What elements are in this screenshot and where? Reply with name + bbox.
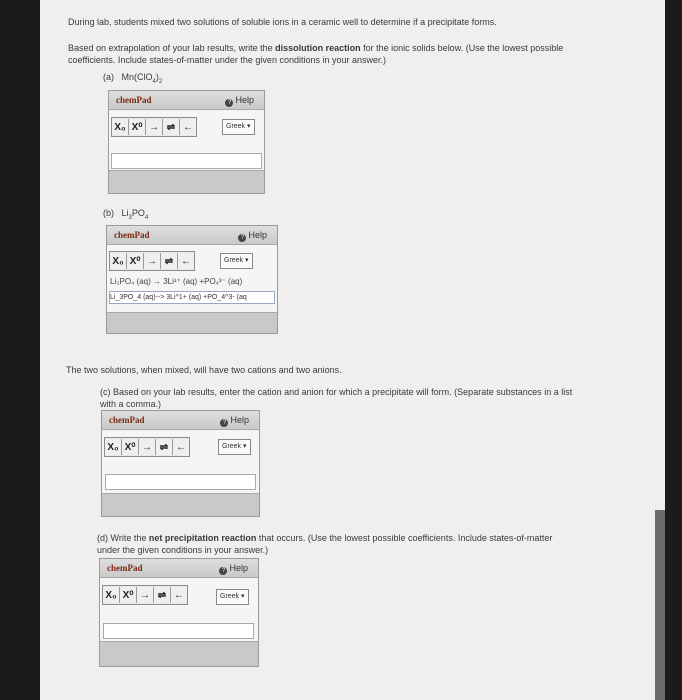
equilibrium-button[interactable]: ⇌	[163, 119, 180, 135]
instructions-line2: coefficients. Include states-of-matter under the given conditions in your answer.)	[68, 55, 387, 65]
intro-text: During lab, students mixed two solutions of soluble ions in a ceramic well to determine if a precipitate forms.	[68, 17, 497, 27]
arrow-button[interactable]: →	[146, 119, 163, 135]
instructions: Based on extrapolation of your lab results, write the dissolution reaction for the ionic solids below. (Use the lowest possible	[68, 43, 564, 53]
help-icon: ?	[225, 99, 233, 107]
chempad-tray	[109, 170, 264, 193]
chempad-toolbar	[104, 437, 190, 457]
question-page	[40, 0, 665, 700]
greek-dropdown[interactable]: Greek ▾	[218, 439, 251, 455]
chempad-c	[101, 410, 260, 517]
chempad-title: chemPad	[109, 415, 145, 425]
left-arrow-button[interactable]: ←	[180, 119, 196, 135]
chempad-a	[108, 90, 265, 194]
answer-b-preview: Li₃PO₄ (aq) → 3Li¹⁺ (aq) +PO₄³⁻ (aq)	[110, 277, 243, 286]
answer-c-input[interactable]	[105, 474, 256, 490]
chempad-b	[106, 225, 278, 334]
chempad-title: chemPad	[107, 563, 143, 573]
chempad-toolbar	[102, 585, 188, 605]
equilibrium-button[interactable]: ⇌	[154, 587, 171, 603]
subscript-button[interactable]: X₀	[112, 119, 129, 135]
chempad-toolbar	[109, 251, 195, 271]
chempad-title: chemPad	[114, 230, 150, 240]
mixed-text: The two solutions, when mixed, will have two cations and two anions.	[66, 365, 342, 375]
help-button[interactable]: ? Help	[238, 230, 267, 242]
chempad-tray	[102, 493, 259, 516]
chempad-header	[109, 91, 264, 110]
left-arrow-button[interactable]: ←	[178, 253, 194, 269]
chempad-tray	[100, 641, 258, 666]
left-arrow-button[interactable]: ←	[171, 587, 187, 603]
superscript-button[interactable]: X⁰	[127, 253, 144, 269]
chempad-tray	[107, 312, 277, 333]
subscript-button[interactable]: X₀	[103, 587, 120, 603]
part-c-text: (c) Based on your lab results, enter the cation and anion for which a precipitate will form. (Separate substances in a list	[100, 387, 573, 397]
help-icon: ?	[219, 567, 227, 575]
chempad-d	[99, 558, 259, 667]
scrollbar-thumb[interactable]	[655, 510, 665, 700]
superscript-button[interactable]: X⁰	[120, 587, 137, 603]
subscript-button[interactable]: X₀	[105, 439, 122, 455]
part-a-label: (a) $Mn(ClO_4)_2$	[103, 72, 163, 85]
chempad-title: chemPad	[116, 95, 152, 105]
part-a-compound: $Mn(ClO_4)_2$	[121, 72, 163, 85]
help-button[interactable]: ? Help	[225, 95, 254, 107]
equilibrium-button[interactable]: ⇌	[156, 439, 173, 455]
arrow-button[interactable]: →	[144, 253, 161, 269]
help-button[interactable]: ? Help	[220, 415, 249, 427]
arrow-button[interactable]: →	[137, 587, 154, 603]
part-d-text: (d) Write the net precipitation reaction that occurs. (Use the lowest possible coefficients. Include states-of-matter	[97, 533, 553, 543]
part-b-compound: $Li_3PO_4$	[121, 208, 149, 221]
equilibrium-button[interactable]: ⇌	[161, 253, 178, 269]
part-d-text-line2: under the given conditions in your answer.)	[97, 545, 269, 555]
chempad-header	[100, 559, 258, 578]
answer-a-input[interactable]	[111, 153, 262, 169]
chempad-toolbar	[111, 117, 197, 137]
chempad-header	[102, 411, 259, 430]
arrow-button[interactable]: →	[139, 439, 156, 455]
part-b-label: (b) $Li_3PO_4$	[103, 208, 149, 221]
superscript-button[interactable]: X⁰	[129, 119, 146, 135]
help-button[interactable]: ? Help	[219, 563, 248, 575]
superscript-button[interactable]: X⁰	[122, 439, 139, 455]
chempad-header	[107, 226, 277, 245]
subscript-button[interactable]: X₀	[110, 253, 127, 269]
help-icon: ?	[220, 419, 228, 427]
help-icon: ?	[238, 234, 246, 242]
part-c-text-line2: with a comma.)	[100, 399, 162, 409]
greek-dropdown[interactable]: Greek ▾	[216, 589, 249, 605]
answer-d-input[interactable]	[103, 623, 254, 639]
left-arrow-button[interactable]: ←	[173, 439, 189, 455]
answer-b-input[interactable]: Li_3PO_4 (aq)--> 3Li^1+ (aq) +PO_4^3- (aq	[109, 291, 275, 304]
greek-dropdown[interactable]: Greek ▾	[222, 119, 255, 135]
greek-dropdown[interactable]: Greek ▾	[220, 253, 253, 269]
